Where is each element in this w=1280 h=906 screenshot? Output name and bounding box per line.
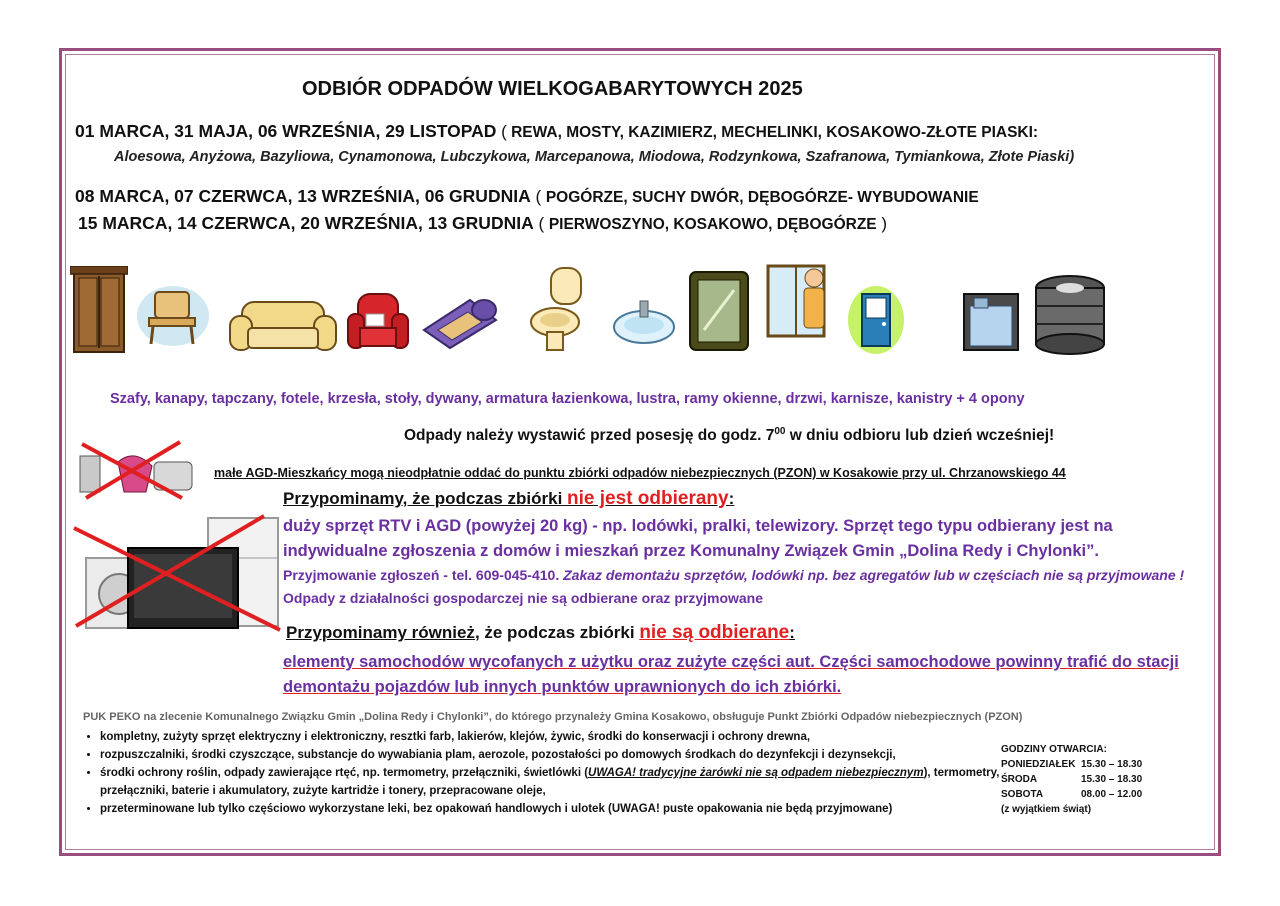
deadline-text: Odpady należy wystawić przed posesję do godz. 7 bbox=[404, 427, 775, 445]
mirror-icon bbox=[688, 270, 750, 352]
deadline-notice bbox=[404, 426, 1054, 445]
phone-line: Przyjmowanie zgłoszeń - tel. 609-045-410. bbox=[283, 567, 564, 583]
tires-icon bbox=[1030, 272, 1108, 356]
hours-header: GODZINY OTWARCIA: bbox=[1001, 744, 1107, 755]
reminder-emphasis: nie jest odbierany bbox=[567, 488, 729, 509]
deadline-superscript: 00 bbox=[774, 426, 786, 437]
schedule-locations: PIERWOSZYNO, KOSAKOWO, DĘBOGÓRZE bbox=[548, 216, 877, 233]
reminder-heading-2 bbox=[286, 622, 795, 644]
hours-note: (z wyjątkiem świąt) bbox=[1001, 804, 1092, 815]
schedule-dates: 15 MARCA, 14 CZERWCA, 20 WRZEŚNIA, 13 GRUDNIA bbox=[78, 213, 534, 233]
hours-day: PONIEDZIAŁEK bbox=[1001, 759, 1076, 770]
list-item: • przeterminowane lub tylko częściowo wykorzystane leki, bez opakowań handlowych i ulotek (UWAGA! puste opakowania nie będą przyjmowane) bbox=[100, 800, 1000, 818]
hours-time: 15.30 – 18.30 bbox=[1081, 759, 1143, 770]
streets-list: Aloesowa, Anyżowa, Bazyliowa, Cynamonowa, Lubczykowa, Marcepanowa, Miodowa, Rodzynkowa, Szafranowa, Tymiankowa, Złote Piaski) bbox=[114, 149, 1075, 165]
door-icon bbox=[846, 284, 906, 356]
puk-note: PUK PEKO na zlecenie Komunalnego Związku Gmin „Dolina Redy i Chylonki”, do którego przynależy Gmina Kosakowo, obsługuje Punkt Zbiórki Odpadów niebezpiecznych (PZON) bbox=[83, 711, 1023, 723]
large-appliances-crossed-icon bbox=[70, 512, 284, 636]
car-parts-text: elementy samochodów wycofanych z użytku oraz zużyte części aut. Części samochodowe powinny trafić do stacji demontażu pojazdów lub innych punktów uprawnionych do ich zbiórki. bbox=[283, 653, 1179, 696]
toilet-icon bbox=[527, 266, 585, 354]
reminder-lead: Przypominamy bbox=[283, 489, 403, 508]
small-agd-note: małe AGD-Mieszkańcy mogą nieodpłatnie oddać do punktu zbiórki odpadów niebezpiecznych (PZON) w Kosakowie przy ul. Chrzanowskiego 44 bbox=[214, 466, 1066, 480]
schedule-paren: ( bbox=[533, 214, 549, 233]
schedule-paren: ( bbox=[496, 122, 507, 141]
reminder-mid: , że podczas zbiórki bbox=[474, 623, 640, 642]
schedule-locations: POGÓRZE, SUCHY DWÓR, DĘBOGÓRZE- WYBUDOWANIE bbox=[545, 189, 979, 206]
prohibition-text: Zakaz demontażu sprzętów, lodówki np. bez agregatów lub w częściach nie są przyjmowane ! bbox=[563, 567, 1185, 583]
schedule-paren-close: ) bbox=[876, 214, 888, 233]
sink-icon bbox=[612, 297, 676, 347]
wardrobe-icon bbox=[70, 266, 128, 356]
canister-icon bbox=[960, 290, 1022, 354]
window-frame-icon bbox=[760, 262, 832, 346]
hours-row bbox=[1001, 787, 1142, 802]
schedule-row-3 bbox=[78, 213, 887, 234]
bulb-warning: UWAGA! tradycyjne żarówki nie są odpadem niebezpiecznym bbox=[588, 767, 924, 779]
reminder-emphasis: nie są odbierane bbox=[639, 622, 790, 643]
reminder-heading-1 bbox=[283, 488, 734, 510]
hazardous-waste-list bbox=[78, 728, 1000, 818]
hours-row bbox=[1001, 757, 1142, 772]
hours-time: 08.00 – 12.00 bbox=[1081, 789, 1143, 800]
schedule-paren: ( bbox=[530, 187, 546, 206]
small-appliances-crossed-icon bbox=[70, 440, 196, 500]
hours-row bbox=[1001, 772, 1142, 787]
list-item: • rozpuszczalniki, środki czyszczące, substancje do wywabiania plam, aerozole, pozostałości po domowych środkach do dezynfekcji i dezynsekcji, bbox=[100, 746, 1000, 764]
deadline-text-end: w dniu odbioru lub dzień wcześniej! bbox=[785, 427, 1055, 445]
hours-time: 15.30 – 18.30 bbox=[1081, 774, 1143, 785]
accepted-items-list: Szafy, kanapy, tapczany, fotele, krzesła, stoły, dywany, armatura łazienkowa, lustra, ramy okienne, drzwi, karnisze, kanistry + 4 opony bbox=[110, 391, 1025, 407]
hours-day: ŚRODA bbox=[1001, 774, 1038, 785]
schedule-dates: 01 MARCA, 31 MAJA, 06 WRZEŚNIA, 29 LISTOPAD bbox=[75, 121, 497, 141]
list-item bbox=[100, 764, 1000, 800]
schedule-locations: REWA, MOSTY, KAZIMIERZ, MECHELINKI, KOSAKOWO-ZŁOTE PIASKI: bbox=[506, 124, 1039, 141]
chair-icon bbox=[135, 284, 211, 348]
reminder-mid: , że podczas zbiórki bbox=[402, 489, 568, 508]
armchair-icon bbox=[346, 290, 410, 356]
reminder-lead: Przypominamy również bbox=[286, 623, 475, 642]
schedule-dates: 08 MARCA, 07 CZERWCA, 13 WRZEŚNIA, 06 GRUDNIA bbox=[75, 186, 531, 206]
large-equipment-text: duży sprzęt RTV i AGD (powyżej 20 kg) - np. lodówki, pralki, telewizory. Sprzęt tego typu odbierany jest na indywidualne zgłoszenia z domów i mieszkań przez Komunalny Związek Gmin „Dolina Redy i Chylonki”. bbox=[283, 517, 1113, 560]
schedule-row-1 bbox=[75, 121, 1038, 142]
phone-and-rules-text bbox=[283, 564, 1203, 610]
opening-hours bbox=[1001, 742, 1142, 817]
sofa-icon bbox=[228, 298, 338, 356]
list-item-text: ), termometry, przełączniki, baterie i akumulatory, zużyte kartridże i tonery, przepracowane oleje, bbox=[100, 767, 1000, 797]
business-waste-text: Odpady z działalności gospodarczej nie są odbierane oraz przyjmowane bbox=[283, 590, 764, 606]
list-item: • kompletny, zużyty sprzęt elektryczny i elektroniczny, resztki farb, lakierów, klejów, żywic, środki do konserwacji i ochrony drewna, bbox=[100, 728, 1000, 746]
schedule-row-2 bbox=[75, 186, 979, 207]
reminder-colon: : bbox=[728, 489, 735, 508]
page-title: ODBIÓR ODPADÓW WIELKOGABARYTOWYCH 2025 bbox=[302, 78, 803, 100]
list-item-text: środki ochrony roślin, odpady zawierające rtęć, np. termometry, przełączniki, świetlówki ( bbox=[100, 767, 589, 779]
reminder-colon: : bbox=[789, 623, 795, 642]
rug-icon bbox=[420, 290, 500, 350]
hours-day: SOBOTA bbox=[1001, 789, 1044, 800]
